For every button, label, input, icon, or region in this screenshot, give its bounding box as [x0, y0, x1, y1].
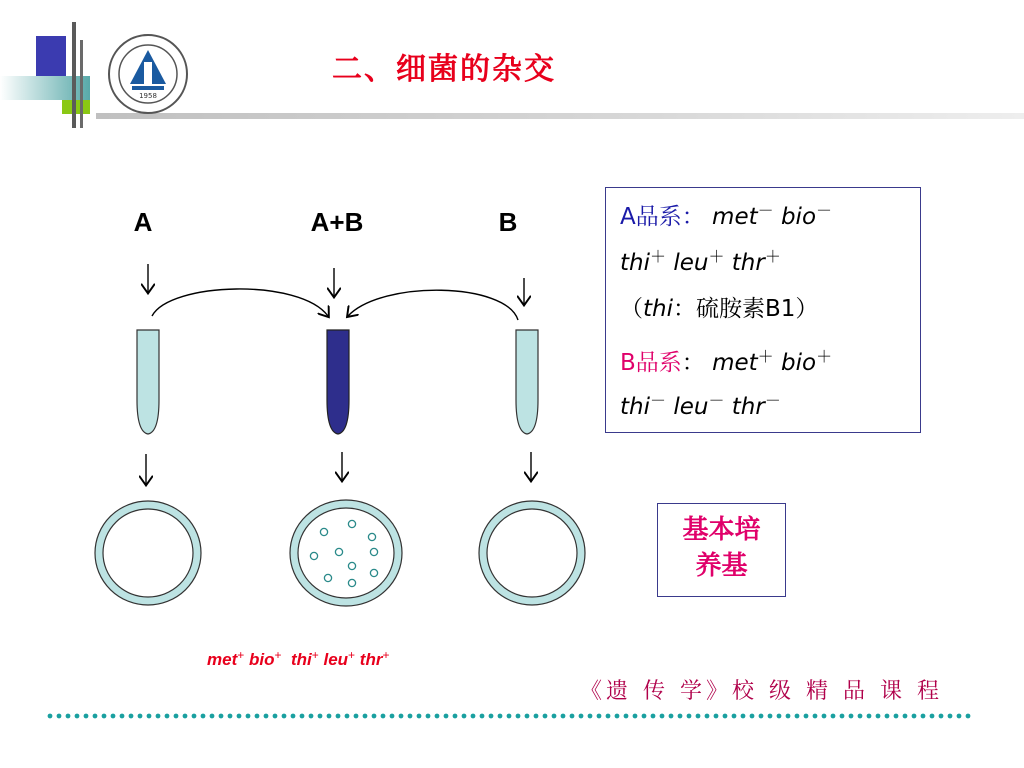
footer-dot [102, 714, 107, 719]
footer-dot [525, 714, 530, 719]
footer-dot [246, 714, 251, 719]
footer-dot [381, 714, 386, 719]
footer-dot [822, 714, 827, 719]
footer-dot [723, 714, 728, 719]
footer-dot [678, 714, 683, 719]
strain-b-line1: B品系： met＋ bio＋ [620, 347, 833, 376]
strain-b-label: B品系 [620, 350, 682, 376]
footer-dot [903, 714, 908, 719]
footer-dot [660, 714, 665, 719]
footer-dot [687, 714, 692, 719]
footer-dot [849, 714, 854, 719]
strain-a-line1: A品系： met－ bio－ [620, 201, 833, 230]
footer-dot [345, 714, 350, 719]
colony-4 [310, 552, 317, 559]
test-tube-a [137, 330, 159, 434]
colony-2 [348, 520, 355, 527]
footer-dot [354, 714, 359, 719]
footer-dot [732, 714, 737, 719]
strain-a-note: （thi：硫胺素B1） [620, 296, 819, 322]
footer-dot [516, 714, 521, 719]
footer-dot [336, 714, 341, 719]
colony-9 [348, 579, 355, 586]
footer-dot [363, 714, 368, 719]
recombinant-genotype: met+ bio+ thi+ leu+ thr+ [207, 648, 390, 669]
footer-dot [111, 714, 116, 719]
footer-dot [66, 714, 71, 719]
footer-dot [444, 714, 449, 719]
footer-dot [228, 714, 233, 719]
petri-dish-a [95, 501, 201, 605]
footer-dot [939, 714, 944, 719]
footer-dot [480, 714, 485, 719]
footer-dot [75, 714, 80, 719]
footer-dot [741, 714, 746, 719]
footer-dot [786, 714, 791, 719]
footer-dot [588, 714, 593, 719]
footer-dot [462, 714, 467, 719]
footer-dot [507, 714, 512, 719]
footer-dot [561, 714, 566, 719]
footer-dot [129, 714, 134, 719]
footer-dot [174, 714, 179, 719]
footer-dot [795, 714, 800, 719]
colony-7 [348, 562, 355, 569]
transfer-arrow-b-to-ab [348, 290, 518, 320]
footer-dot [138, 714, 143, 719]
footer-dot [453, 714, 458, 719]
petri-dish-b [479, 501, 585, 605]
column-label-ab: A+B [310, 207, 364, 237]
strain-a-label: A品系 [620, 204, 682, 230]
footer-dot [759, 714, 764, 719]
footer-dot [705, 714, 710, 719]
footer-dot [552, 714, 557, 719]
footer-dot [48, 714, 53, 719]
colony-6 [370, 548, 377, 555]
footer-dot [894, 714, 899, 719]
footer-dot [327, 714, 332, 719]
footer-dot [813, 714, 818, 719]
colony-5 [335, 548, 342, 555]
footer-dot [651, 714, 656, 719]
footer-dot [858, 714, 863, 719]
footer-dot [219, 714, 224, 719]
footer-dot [831, 714, 836, 719]
footer-dot [309, 714, 314, 719]
footer-dot [633, 714, 638, 719]
footer-dot [156, 714, 161, 719]
footer-dot [183, 714, 188, 719]
footer-dot [777, 714, 782, 719]
footer-dot [120, 714, 125, 719]
footer-dot [282, 714, 287, 719]
footer-dot [471, 714, 476, 719]
footer-dot [399, 714, 404, 719]
minimal-medium-line1: 基本培 [682, 515, 761, 545]
footer-dot [165, 714, 170, 719]
footer-dot [579, 714, 584, 719]
petri-dish-ab [290, 500, 402, 606]
test-tube-b [516, 330, 538, 434]
footer-dot [696, 714, 701, 719]
footer-dot [192, 714, 197, 719]
footer-dot [300, 714, 305, 719]
colony-3 [368, 533, 375, 540]
column-label-b: B [498, 207, 518, 237]
footer-dot [912, 714, 917, 719]
strain-b-line2: thi－ leu－ thr－ [620, 391, 781, 420]
footer-dot [498, 714, 503, 719]
footer-dot [408, 714, 413, 719]
page-title: 二、细菌的杂交 [332, 52, 556, 87]
footer-dot [624, 714, 629, 719]
footer-dot [84, 714, 89, 719]
footer-dot [966, 714, 971, 719]
footer-dot [264, 714, 269, 719]
footer-dot [597, 714, 602, 719]
footer-dot [930, 714, 935, 719]
logo-year: 1958 [139, 92, 157, 100]
footer-dot [840, 714, 845, 719]
footer-dot [255, 714, 260, 719]
strain-a-line2: thi＋ leu＋ thr＋ [620, 247, 781, 276]
footer-dot [210, 714, 215, 719]
colony-1 [320, 528, 327, 535]
footer-dot [948, 714, 953, 719]
footer-dot [273, 714, 278, 719]
column-label-a: A [133, 207, 153, 237]
strain-info-box [605, 187, 921, 433]
transfer-arrow-a-to-ab [152, 289, 328, 316]
footer-dot [921, 714, 926, 719]
course-footer: 《遗 传 学》校 级 精 品 课 程 [580, 679, 943, 704]
footer-dot [642, 714, 647, 719]
footer-dot [390, 714, 395, 719]
footer-dot [426, 714, 431, 719]
footer-dot [957, 714, 962, 719]
footer-dot [318, 714, 323, 719]
colony-10 [370, 569, 377, 576]
footer-dot [435, 714, 440, 719]
footer-dot [417, 714, 422, 719]
footer-dot [543, 714, 548, 719]
footer-dot [615, 714, 620, 719]
minimal-medium-line2: 养基 [695, 551, 748, 581]
footer-dot [372, 714, 377, 719]
footer-dot [768, 714, 773, 719]
footer-dot [606, 714, 611, 719]
footer-dotted-line [48, 714, 971, 719]
footer-dot [201, 714, 206, 719]
footer-dot [291, 714, 296, 719]
footer-dot [93, 714, 98, 719]
footer-dot [714, 714, 719, 719]
footer-dot [750, 714, 755, 719]
footer-dot [669, 714, 674, 719]
footer-dot [237, 714, 242, 719]
minimal-medium-box [657, 503, 786, 597]
footer-dot [804, 714, 809, 719]
footer-dot [57, 714, 62, 719]
footer-dot [867, 714, 872, 719]
footer-dot [147, 714, 152, 719]
colony-8 [324, 574, 331, 581]
footer-dot [534, 714, 539, 719]
footer-dot [570, 714, 575, 719]
test-tube-ab [327, 330, 349, 434]
footer-dot [876, 714, 881, 719]
footer-dot [885, 714, 890, 719]
footer-dot [489, 714, 494, 719]
